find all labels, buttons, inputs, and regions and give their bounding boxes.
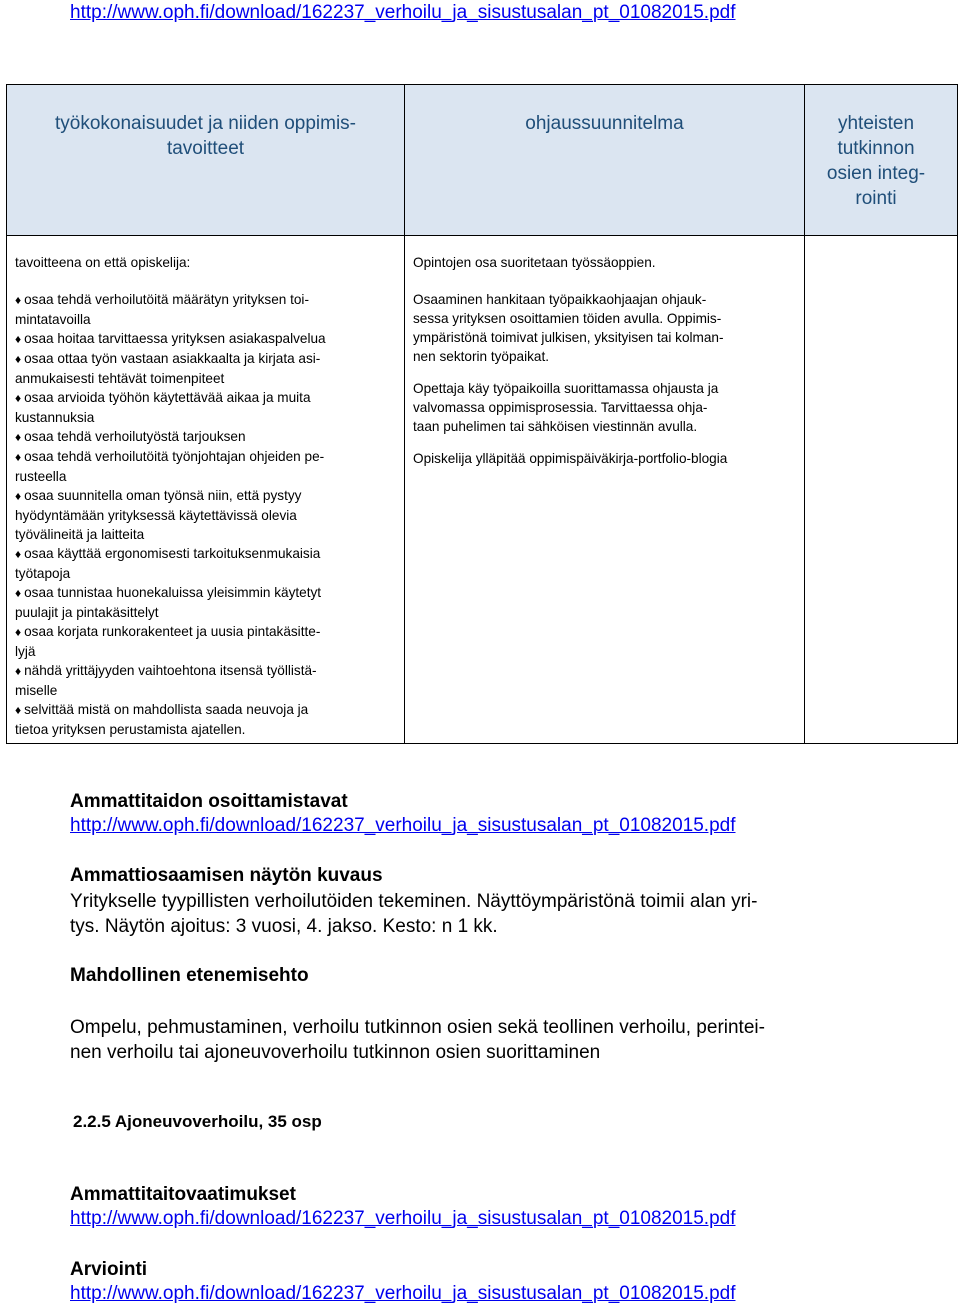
- goal-text: osaa käyttää ergonomisesti tarkoituksenmukaisia työtapoja: [15, 546, 321, 581]
- diamond-bullet-icon: ♦: [15, 293, 22, 307]
- diamond-bullet-icon: ♦: [15, 664, 22, 678]
- section-title-demonstration-methods: Ammattitaidon osoittamistavat: [70, 791, 348, 812]
- table-body-row: [7, 236, 958, 744]
- goal-text: osaa tehdä verhoilutöitä määrätyn yrityksen toi- mintatavoilla: [15, 292, 309, 327]
- integration-cell: [805, 236, 958, 744]
- goal-text: osaa tehdä verhoilutyöstä tarjouksen: [24, 429, 246, 444]
- goal-text: osaa tehdä verhoilutöitä työnjohtajan ohjeiden pe- rusteella: [15, 449, 325, 484]
- progression-condition-text: Ompelu, pehmustaminen, verhoilu tutkinnon osien sekä teollinen verhoilu, perintei- nen verhoilu tai ajoneuvoverhoilu tutkinnon osien suorittaminen: [70, 1017, 765, 1063]
- guidance-paragraph: Opiskelija ylläpitää oppimispäiväkirja-portfolio-blogia: [413, 451, 728, 466]
- goal-item: [15, 544, 396, 583]
- goal-item: [15, 583, 396, 622]
- goal-item: [15, 447, 396, 486]
- demonstration-description-text: Yritykselle tyypillisten verhoilutöiden tekeminen. Näyttöympäristönä toimii alan yri- tys. Näytön ajoitus: 3 vuosi, 4. jakso. Kesto: n 1 kk.: [70, 891, 758, 937]
- goal-item: [15, 622, 396, 661]
- assessment-link[interactable]: http://www.oph.fi/download/162237_verhoilu_ja_sisustusalan_pt_01082015.pdf: [70, 1283, 736, 1304]
- section-title-vehicle-upholstery: 2.2.5 Ajoneuvoverhoilu, 35 osp: [73, 1112, 322, 1131]
- top-link[interactable]: http://www.oph.fi/download/162237_verhoilu_ja_sisustusalan_pt_01082015.pdf: [70, 2, 736, 23]
- goal-item: [15, 290, 396, 329]
- goal-item: [15, 427, 396, 447]
- section-title-demonstration-description: Ammattiosaamisen näytön kuvaus: [70, 865, 383, 886]
- guidance-paragraph: Osaaminen hankitaan työpaikkaohjaajan ohjauk- sessa yrityksen osoittamien töiden avulla. Oppimis- ympäristönä toimivat julkisen, yksityisen tai kolman- nen sektorin työpaikat.: [413, 292, 724, 364]
- guidance-paragraph: Opintojen osa suoritetaan työssäoppien.: [413, 255, 656, 270]
- guidance-list: [413, 253, 796, 468]
- diamond-bullet-icon: ♦: [15, 547, 22, 561]
- goal-item: [15, 349, 396, 388]
- diamond-bullet-icon: ♦: [15, 703, 22, 717]
- goals-cell: [7, 236, 405, 744]
- header-col-goals: [7, 85, 405, 236]
- header-guidance-label: ohjaussuunnitelma: [525, 113, 684, 134]
- header-goals-label: työkokonaisuudet ja niiden oppimis- tavoitteet: [54, 113, 356, 159]
- goal-text: nähdä yrittäjyyden vaihtoehtona itsensä työllistä- miselle: [15, 663, 317, 698]
- section-title-competence-requirements: Ammattitaitovaatimukset: [70, 1184, 296, 1205]
- goal-text: osaa korjata runkorakenteet ja uusia pintakäsitte- lyjä: [15, 624, 321, 659]
- diamond-bullet-icon: ♦: [15, 352, 22, 366]
- diamond-bullet-icon: ♦: [15, 450, 22, 464]
- demonstration-methods-link[interactable]: http://www.oph.fi/download/162237_verhoilu_ja_sisustusalan_pt_01082015.pdf: [70, 815, 736, 836]
- goal-item: [15, 700, 396, 739]
- goal-text: osaa hoitaa tarvittaessa yrityksen asiakaspalvelua: [24, 331, 326, 346]
- goal-text: osaa suunnitella oman työnsä niin, että pystyy hyödyntämään yrityksessä käytettävissä olevia työvälineitä ja laitteita: [15, 488, 302, 542]
- plan-table: [6, 84, 958, 744]
- header-col-guidance: [405, 85, 805, 236]
- diamond-bullet-icon: ♦: [15, 625, 22, 639]
- goal-text: osaa arvioida työhön käytettävää aikaa ja muita kustannuksia: [15, 390, 311, 425]
- header-col-integration: [805, 85, 958, 236]
- section-title-assessment: Arviointi: [70, 1259, 148, 1280]
- goal-item: [15, 329, 396, 349]
- diamond-bullet-icon: ♦: [15, 332, 22, 346]
- header-integration-label: yhteisten tutkinnon osien integ- rointi: [826, 113, 926, 209]
- goal-item: [15, 486, 396, 544]
- goals-list: [15, 290, 396, 739]
- diamond-bullet-icon: ♦: [15, 586, 22, 600]
- goals-intro: tavoitteena on että opiskelija:: [15, 255, 191, 270]
- section-title-progression-condition: Mahdollinen etenemisehto: [70, 965, 309, 986]
- goal-text: selvittää mistä on mahdollista saada neuvoja ja tietoa yrityksen perustamista ajatellen.: [15, 702, 309, 737]
- diamond-bullet-icon: ♦: [15, 489, 22, 503]
- guidance-cell: [405, 236, 805, 744]
- table-header-row: [7, 85, 958, 236]
- goal-item: [15, 388, 396, 427]
- goal-text: osaa ottaa työn vastaan asiakkaalta ja kirjata asi- anmukaisesti tehtävät toimenpiteet: [15, 351, 321, 386]
- competence-requirements-link[interactable]: http://www.oph.fi/download/162237_verhoilu_ja_sisustusalan_pt_01082015.pdf: [70, 1208, 736, 1229]
- goal-text: osaa tunnistaa huonekaluissa yleisimmin käytetyt puulajit ja pintakäsittelyt: [15, 585, 322, 620]
- diamond-bullet-icon: ♦: [15, 430, 22, 444]
- guidance-paragraph: Opettaja käy työpaikoilla suorittamassa ohjausta ja valvomassa oppimisprosessia. Tarvittaessa ohja- taan puhelimen tai sähköisen viestinnän avulla.: [413, 381, 719, 434]
- diamond-bullet-icon: ♦: [15, 391, 22, 405]
- goal-item: [15, 661, 396, 700]
